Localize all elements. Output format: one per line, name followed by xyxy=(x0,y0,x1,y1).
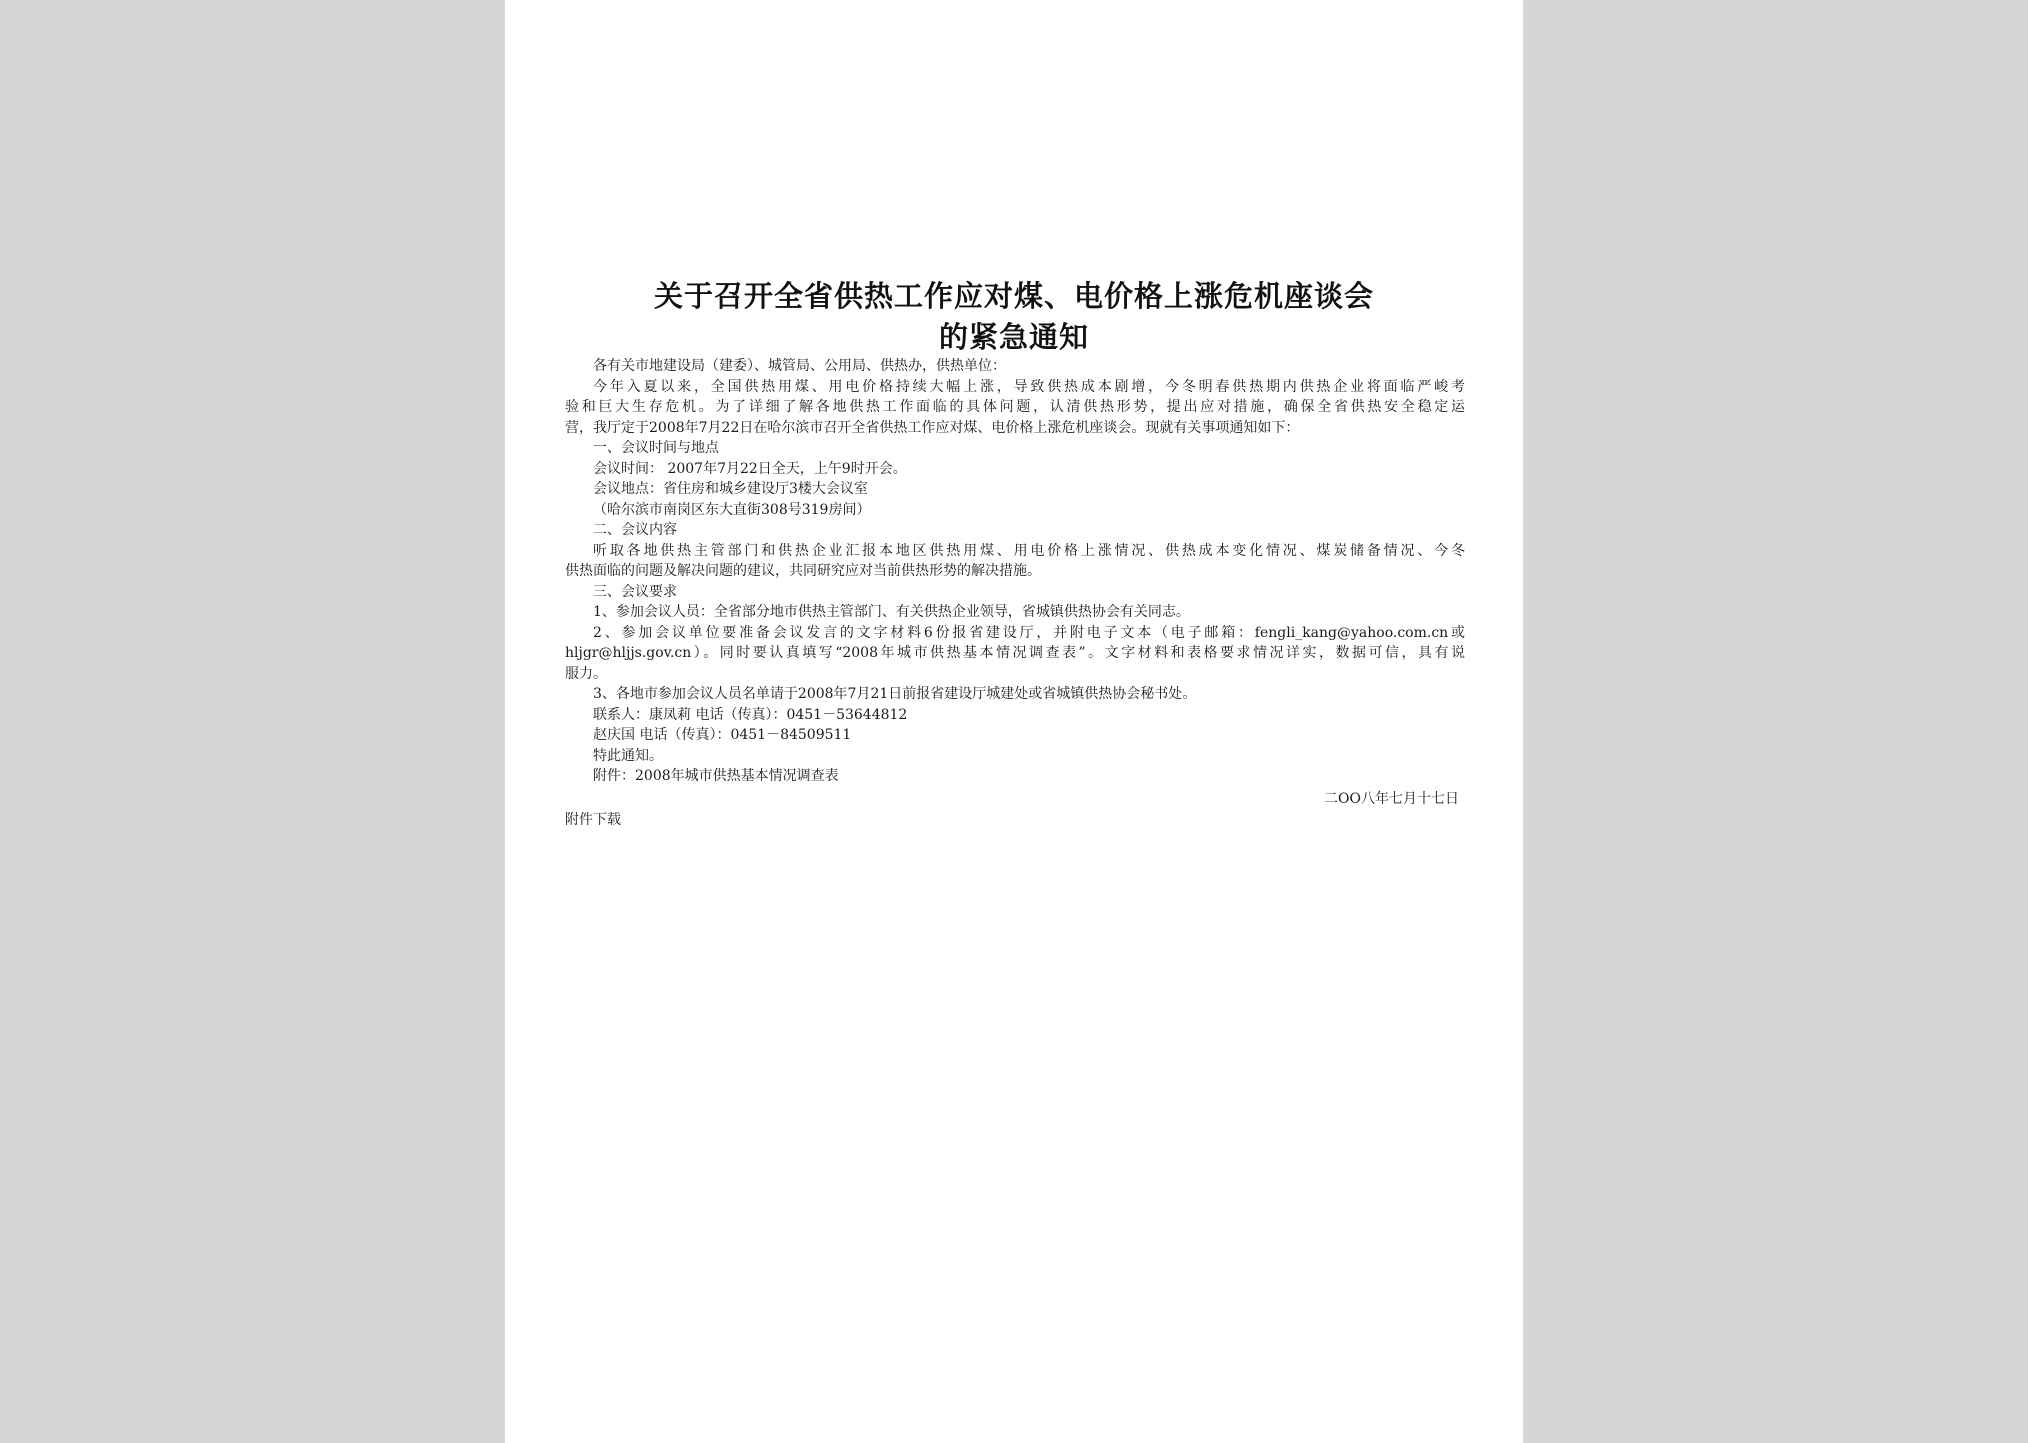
paragraph-line: hljgr@hljjs.gov.cn）。同时要认真填写“2008年城市供热基本情况调查表”。文字材料和表格要求情况详实，数据可信，具有说 xyxy=(565,645,1465,661)
document-page xyxy=(505,0,1523,1443)
paragraph-line: 验和巨大生存危机。为了详细了解各地供热工作面临的具体问题，认清供热形势，提出应对措施，确保全省供热安全稳定运 xyxy=(565,399,1465,415)
document-title-line-1: 关于召开全省供热工作应对煤、电价格上涨危机座谈会 xyxy=(653,279,1374,313)
salutation: 各有关市地建设局（建委）、城管局、公用局、供热办，供热单位： xyxy=(593,358,1006,374)
paragraph-line: 服力。 xyxy=(565,665,607,682)
requirement-item: 1、参加会议人员：全省部分地市供热主管部门、有关供热企业领导，省城镇供热协会有关同志。 xyxy=(593,604,1190,620)
contact-line: 赵庆国 电话（传真）：0451－84509511 xyxy=(593,727,852,743)
requirement-item: 2、参加会议单位要准备会议发言的文字材料6份报省建设厅，并附电子文本（电子邮箱：fengli_kang@yahoo.com.cn或 xyxy=(593,624,1465,641)
attachment-line: 附件：2008年城市供热基本情况调查表 xyxy=(593,768,839,784)
section-heading: 三、会议要求 xyxy=(593,583,677,600)
meeting-address: （哈尔滨市南岗区东大直街308号319房间） xyxy=(593,501,871,518)
document-title-line-2: 的紧急通知 xyxy=(938,320,1089,354)
contact-line: 联系人：康凤莉 电话（传真）：0451－53644812 xyxy=(593,706,908,723)
meeting-location: 会议地点：省住房和城乡建设厅3楼大会议室 xyxy=(593,481,868,497)
document-body xyxy=(565,356,1465,787)
paragraph-line: 供热面临的问题及解决问题的建议，共同研究应对当前供热形势的解决措施。 xyxy=(565,563,1041,579)
paragraph-line: 营，我厅定于2008年7月22日在哈尔滨市召开全省供热工作应对煤、电价格上涨危机座谈会。现就有关事项通知如下： xyxy=(565,419,1300,436)
section-heading: 一、会议时间与地点 xyxy=(593,440,719,456)
paragraph-line: 今年入夏以来，全国供热用煤、用电价格持续大幅上涨，导致供热成本剧增，今冬明春供热期内供热企业将面临严峻考 xyxy=(593,378,1465,395)
closing-line: 特此通知。 xyxy=(593,747,663,764)
meeting-time: 会议时间： 2007年7月22日全天，上午9时开会。 xyxy=(593,460,907,477)
paragraph-line: 听取各地供热主管部门和供热企业汇报本地区供热用煤、用电价格上涨情况、供热成本变化情况、煤炭储备情况、今冬 xyxy=(593,542,1465,559)
section-heading: 二、会议内容 xyxy=(593,522,677,538)
document-date: 二OO八年七月十七日 xyxy=(1324,791,1459,807)
attachment-download-link[interactable]: 附件下载 xyxy=(565,812,621,828)
requirement-item: 3、各地市参加会议人员名单请于2008年7月21日前报省建设厅城建处或省城镇供热协会秘书处。 xyxy=(593,686,1197,702)
